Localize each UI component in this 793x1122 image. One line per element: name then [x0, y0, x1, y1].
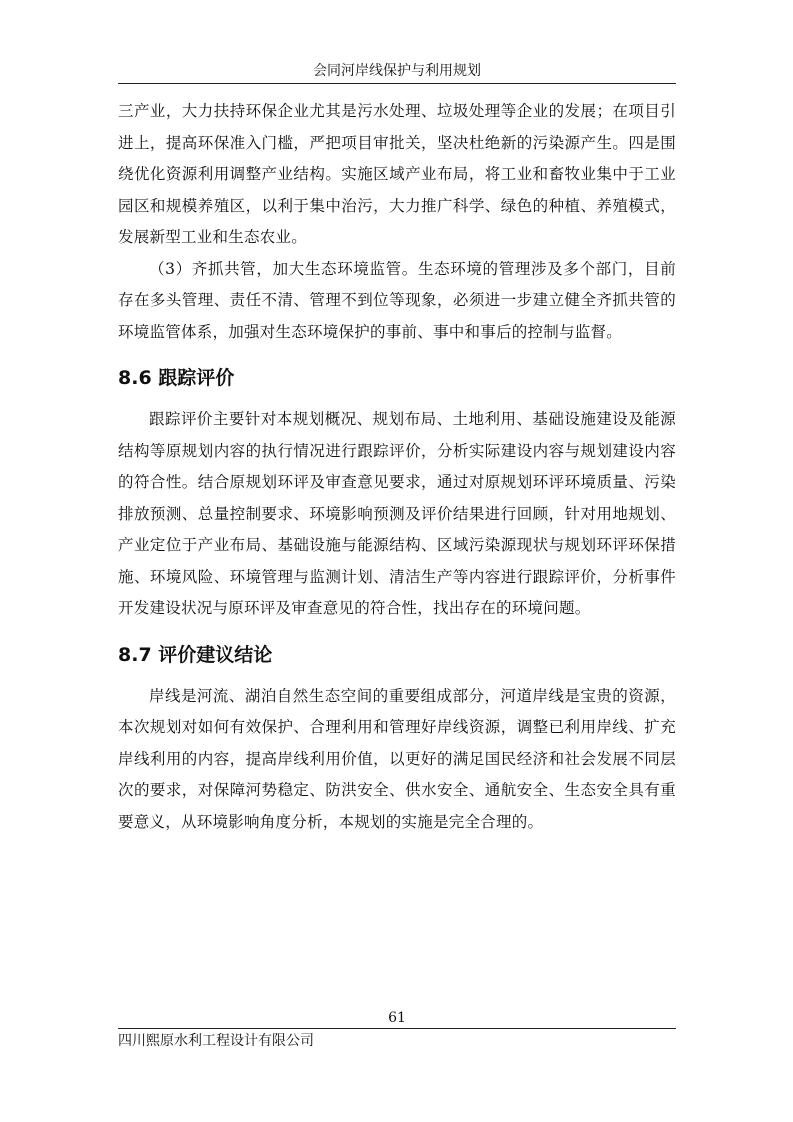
footer-divider — [118, 1028, 676, 1029]
document-body — [118, 96, 676, 838]
paragraph-tracking-evaluation: 跟踪评价主要针对本规划概况、规划布局、土地利用、基础设施建设及能源结构等原规划内容的执行情况进行跟踪评价，分析实际建设内容与规划建设内容的符合性。结合原规划环评及审查意见要求，通过对原规划环评环境质量、污染排放预测、总量控制要求、环境影响预测及评价结果进行回顾，针对用地规划、产业定位于产业布局、基础设施与能源结构、区域污染源现状与规划环评环保措施、环境风险、环境管理与监测计划、清洁生产等内容进行跟踪评价，分析事件开发建设状况与原环评及审查意见的符合性，找出存在的环境问题。 — [118, 410, 676, 617]
paragraph-joint-supervision: （3）齐抓共管，加大生态环境监管。生态环境的管理涉及多个部门，目前存在多头管理、责任不清、管理不到位等现象，必须进一步建立健全齐抓共管的环境监管体系，加强对生态环境保护的事前、事中和事后的控制与监督。 — [118, 259, 676, 341]
section-heading-8-7: 8.7 评价建议结论 — [118, 643, 273, 666]
header-divider — [118, 83, 676, 84]
paragraph-evaluation-conclusion: 岸线是河流、湖泊自然生态空间的重要组成部分，河道岸线是宝贵的资源，本次规划对如何有效保护、合理利用和管理好岸线资源，调整已利用岸线、扩充岸线利用的内容，提高岸线利用价值，以更好的满足国民经济和社会发展不同层次的要求，对保障河势稳定、防洪安全、供水安全、通航安全、生态安全具有重要意义，从环境影响角度分析，本规划的实施是完全合理的。 — [118, 686, 676, 831]
section-heading-8-6: 8.6 跟踪评价 — [118, 367, 235, 389]
paragraph-industry-structure: 三产业，大力扶持环保企业尤其是污水处理、垃圾处理等企业的发展；在项目引进上，提高环保准入门槛，严把项目审批关，坚决杜绝新的污染源产生。四是围绕优化资源利用调整产业结构。实施区域产业布局，将工业和畜牧业集中于工业园区和规模养殖区，以利于集中治污，大力推广科学、绿色的种植、养殖模式，发展新型工业和生态农业。 — [118, 102, 676, 246]
footer-company-name: 四川熙原水利工程设计有限公司 — [118, 1033, 314, 1049]
page-header-title: 会同河岸线保护与利用规划 — [313, 63, 481, 79]
page-number: 61 — [388, 1010, 406, 1026]
